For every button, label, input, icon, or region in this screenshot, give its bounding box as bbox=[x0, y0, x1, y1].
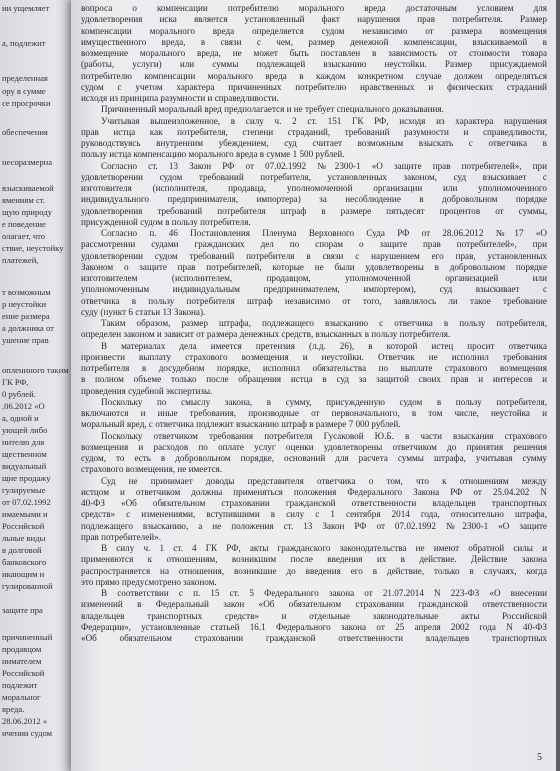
underlying-text-line: ение размера bbox=[2, 311, 50, 321]
text-line: руководствуясь внутренним убеждением, суд считает возможным взыскать с ответчика в bbox=[81, 138, 547, 148]
text-line: удовлетворения требований потребителя штраф в размере пятьдесят процентов от суммы, bbox=[81, 205, 547, 216]
underlying-text-line: продавцом bbox=[2, 644, 42, 654]
underlying-text-line: 28.06.2012 « bbox=[2, 716, 48, 726]
underlying-text-line: Российской bbox=[2, 521, 45, 531]
underlying-text-line: видуальный bbox=[2, 461, 47, 471]
underlying-text-line: гулируемые bbox=[2, 485, 46, 495]
underlying-text-line: .06.2012 «О bbox=[2, 401, 45, 411]
text-line: ответчика в пользу потребителя штраф независимо от того, заявлялось ли такое требование bbox=[81, 295, 547, 306]
text-line: моральный вред, с ответчика подлежит взысканию штраф в размере 7 000 рублей. bbox=[81, 419, 401, 430]
text-line: произвести выплату страхового возмещения и неустойки. Ответчик не исполнил требования bbox=[81, 351, 547, 362]
underlying-text-line: ору в сумме bbox=[2, 86, 46, 96]
text-line: в полном объеме только после обращения истца в суд за защитой своих прав и интересов и bbox=[81, 374, 547, 385]
text-line: Федерации», установленные статьей 16.1 Федерального закона от 25 апреля 2002 года N 40-ФЗ bbox=[81, 621, 547, 632]
text-line: исходя из принципа разумности и справедливости. bbox=[81, 93, 279, 103]
underlying-text-line: ГК РФ, bbox=[2, 377, 29, 387]
text-line: присужденной судом в пользу потребителя. bbox=[81, 216, 251, 227]
text-line: истцом и ответчиком должны применяться положения Федерального Закона РФ от 25.04.202 N bbox=[81, 486, 547, 497]
underlying-text-line: взыскиваемой bbox=[2, 183, 54, 193]
underlying-text-line: льные виды bbox=[2, 533, 46, 543]
text-line: Суд не принимает доводы представителя ответчика о том, что к отношениям между bbox=[101, 475, 547, 486]
text-line: проведения судебной экспертизы. bbox=[81, 385, 213, 396]
text-line: компенсации морального вреда определяется судом независимо от размера возмещения bbox=[81, 25, 547, 36]
underlying-text-line: ичении судом bbox=[2, 728, 53, 738]
text-line: Законом о защите прав потребителей, которые не были удовлетворены в добровольном порядке bbox=[81, 261, 547, 272]
text-line: прав истца как потребителя, степени страданий, требований разумности и справедливости, bbox=[81, 126, 547, 137]
document-page bbox=[71, 0, 556, 771]
text-line: распространяется на отношения, возникшие до введения его в действие, только в случаях, когда bbox=[81, 565, 547, 576]
text-line: пользу истца компенсацию морального вреда в сумме 1 500 рублей. bbox=[81, 149, 345, 160]
underlying-text-line: подлежит bbox=[2, 680, 38, 690]
text-line: подлежащего взысканию, а не положения ст. 13 Закон РФ от 07.02.1992 №2300-1 «О защите bbox=[81, 520, 547, 531]
text-line: Согласно п. 46 Постановления Пленума Верховного Суда РФ от 28.06.2012 №17 «О bbox=[101, 228, 547, 238]
underlying-text-line: щественном bbox=[2, 449, 47, 459]
underlying-text-line: несоразмерна bbox=[2, 157, 53, 167]
text-line: В материалах дела имеется претензия (л.д. 26), в которой истец просит ответчика bbox=[101, 340, 547, 351]
underlying-text-line: щую природу bbox=[2, 207, 52, 217]
right-edge-shadow bbox=[556, 0, 560, 771]
text-line: Таким образом, размер штрафа, подлежащего взысканию с ответчика в пользу потребителя, bbox=[101, 318, 547, 328]
underlying-text-line: 0 рублей. bbox=[2, 389, 36, 399]
underlying-text-line: ствие, неустойку bbox=[2, 243, 64, 253]
underlying-text-line: ующей либо bbox=[2, 425, 48, 435]
underlying-text-line: моральног bbox=[2, 692, 41, 702]
underlying-text-line: нителю для bbox=[2, 437, 45, 447]
text-line: удовлетворении судом требований потребителя в связи с нарушением его прав, установленных bbox=[81, 250, 547, 261]
underlying-text-line: ямениям ст. bbox=[2, 195, 46, 205]
text-line: «Об обязательном страховании гражданской ответственности владельцев транспортных bbox=[81, 633, 547, 643]
text-line: средств» с изменениями, вступившими в силу с 1 сентября 2014 года, относительно штрафа, bbox=[81, 509, 547, 520]
text-line: В силу ч. 1 ст. 4 ГК РФ, акты гражданского законодательства не имеют обратной силы и bbox=[101, 543, 547, 553]
underlying-text-line: нимателем bbox=[2, 656, 42, 666]
text-line: страхового возмещения, не имеется. bbox=[81, 464, 223, 475]
underlying-text-line: ии ущемляет bbox=[2, 3, 50, 13]
underlying-text-line: а, одной и bbox=[2, 413, 39, 423]
text-line: изготовителя (исполнителя, продавца, уполномоченной организации или уполномоченного bbox=[81, 183, 547, 193]
underlying-text-line: защите пра bbox=[2, 605, 43, 615]
text-line: удовлетворении судом требований потребителя, установленных законом, суд взыскивает с bbox=[81, 171, 547, 182]
underlying-text-line: р неустойки bbox=[2, 299, 47, 309]
underlying-text-line: Российской bbox=[2, 668, 45, 678]
underlying-text-line: а, подлежит bbox=[2, 38, 46, 48]
page-body bbox=[81, 3, 547, 644]
underlying-text-line: оплениного таким bbox=[2, 365, 69, 375]
underlying-text-line: причиненный bbox=[2, 632, 53, 642]
text-line: 40-ФЗ «Об обязательном страховании гражданской ответственности владельцев транспортных bbox=[81, 498, 547, 508]
text-line: включаются и иные требования, производные от первоначального, в том числе, неустойка и bbox=[81, 408, 547, 418]
underlying-text-line: обеспечения bbox=[2, 127, 48, 137]
text-line: имущественного вреда, в связи с чем, размер денежной компенсации, взыскиваемой в bbox=[81, 36, 547, 47]
text-line: Поскольку по смыслу закона, в сумму, присужденную судом в пользу потребителя, bbox=[101, 396, 547, 407]
underlying-text-line: а должника от bbox=[2, 323, 54, 333]
underlying-text-line: олагает, что bbox=[2, 231, 46, 241]
text-line: суду (пункт 6 статьи 13 Закона). bbox=[81, 306, 206, 317]
text-line: определен законом и зависит от размера денежных средств, взысканных в пользу потребителя. bbox=[81, 329, 451, 340]
text-line: Согласно ст. 13 Закон РФ от 07.02.1992 №2300-1 «О защите прав потребителей», при bbox=[101, 160, 547, 171]
underlying-text-line: банковского bbox=[2, 557, 47, 567]
underlying-text-line: в долговой bbox=[2, 545, 42, 555]
text-line: Поскольку ответчиком требования потребителя Гусаковой Ю.Б. в части взыскания страхового bbox=[101, 430, 547, 441]
text-line: Причиненный моральный вред предполагается и не требует специального доказывания. bbox=[101, 104, 444, 115]
underlying-text-line: имаемыми и bbox=[2, 509, 48, 519]
text-line: вопроса о компенсации потребителю морального вреда достаточным условием для bbox=[81, 3, 547, 13]
text-line: потребителя в досудебном порядке, исполнил обязательства по выплате страхового возмещения bbox=[81, 363, 547, 373]
underlying-page bbox=[0, 0, 80, 771]
text-line: судом, то есть в добровольном порядке, оснований для расчета суммы штрафа, учитывая сумму bbox=[81, 453, 547, 463]
underlying-text-line: платежей, bbox=[2, 255, 39, 265]
text-line: Учитывая вышеизложенное, в силу ч. 2 ст. 151 ГК РФ, исходя из характера нарушения bbox=[101, 115, 547, 126]
underlying-text-line: вреда. bbox=[2, 704, 25, 714]
underlying-text-line: т возможным bbox=[2, 287, 51, 297]
text-line: индивидуального предпринимателя, импортера) за несоблюдение в добровольном порядке bbox=[81, 194, 547, 205]
text-line: удовлетворения иска является установленный факт нарушения прав потребителя. Размер bbox=[81, 14, 547, 25]
underlying-text-line: гулированной bbox=[2, 581, 53, 591]
text-line: владельцев транспортных средств» и отдельные законодательные акты Российской bbox=[81, 610, 547, 621]
text-line: потребителю компенсации морального вреда в каждом конкретном случае должен определяться bbox=[81, 70, 547, 81]
text-line: изготовителем (исполнителем, продавцом, уполномоченной организацией или bbox=[81, 273, 547, 283]
underlying-text-line: от 07.02.1992 bbox=[2, 497, 51, 507]
text-line: уполномоченным индивидуальным предпринимателем, импортером), суд взыскивает с bbox=[81, 284, 547, 295]
underlying-text-line: ушение прав bbox=[2, 335, 49, 345]
text-line: это прямо предусмотрено законом. bbox=[81, 576, 217, 587]
text-line: В соответствии с п. 15 ст. 5 Федерального закона от 21.07.2014 N 223-ФЗ «О внесении bbox=[101, 588, 547, 598]
underlying-text-line: икающим и bbox=[2, 569, 45, 579]
text-line: (работы, услуги) или суммы подлежащей взысканию неустойки. Размер присуждаемой bbox=[81, 59, 547, 70]
text-line: прав потребителей». bbox=[81, 531, 162, 542]
text-line: возмещения и расходов по оплате услуг оценки удовлетворены ответчиком до принятия решения bbox=[81, 441, 547, 452]
underlying-text-line: щие продажу bbox=[2, 473, 51, 483]
text-line: возмещение морального вреда, не может быть поставлен в зависимость от стоимости товара bbox=[81, 48, 547, 58]
underlying-text-line: пределенная bbox=[2, 73, 48, 83]
text-line: рассмотрении судами гражданских дел по спорам о защите прав потребителей», при bbox=[81, 239, 547, 250]
text-line: изменений в Федеральный закон «Об обязательном страховании гражданской ответственности bbox=[81, 599, 547, 610]
underlying-text-line: се просрочки bbox=[2, 98, 51, 108]
text-line: судом с учетом характера причиненных потребителю нравственных и физических страданий bbox=[81, 81, 547, 92]
page-number: 5 bbox=[537, 752, 542, 763]
text-line: применяются к отношениям, возникшим после введения их в действие. Действие закона bbox=[81, 554, 547, 565]
underlying-text-line: е поведение bbox=[2, 219, 46, 229]
